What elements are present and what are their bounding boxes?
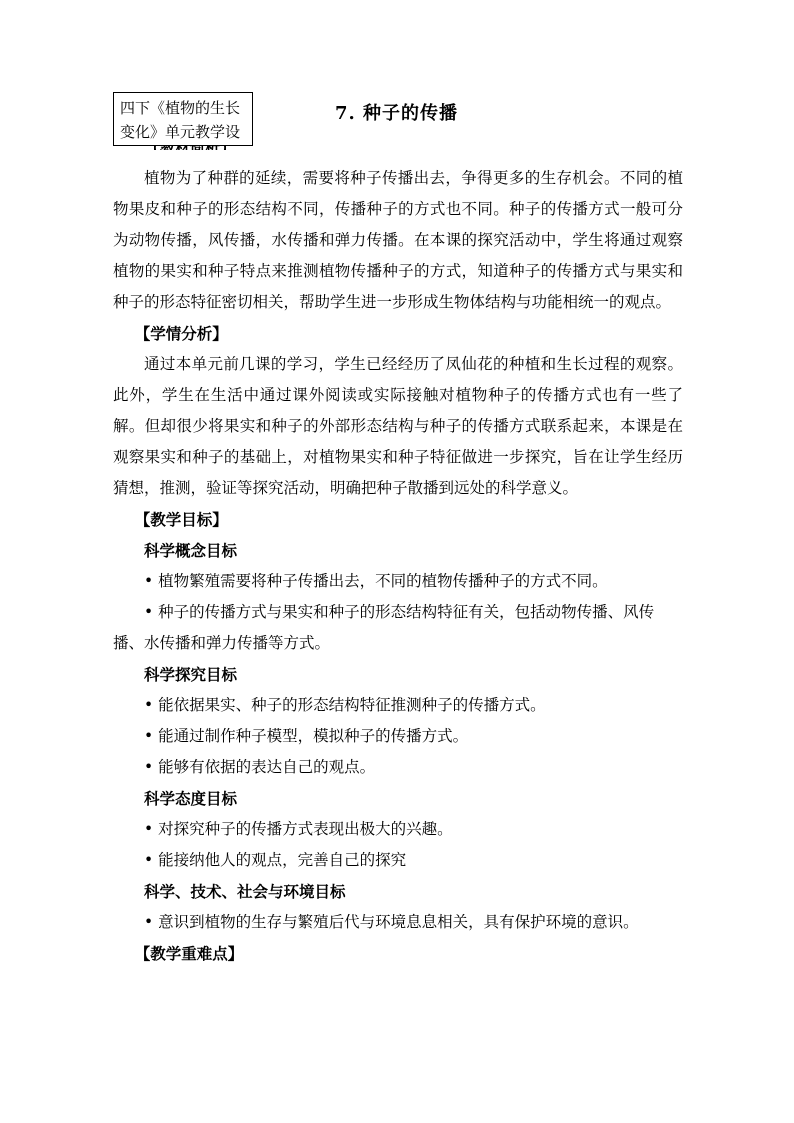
lesson-title: 7. 种子的传播: [335, 103, 459, 124]
teaching-goals-heading: 【教学目标】: [134, 510, 228, 529]
textbook-analysis-paragraph: 植物为了种群的延续，需要将种子传播出去，争得更多的生存机会。不同的植物果皮和种子的形态结构不同，传播种子的方式也不同。种子的传播方式一般可分为动物传播，风传播，水传播和弹力传播。在本课的探究活动中，学生将通过观察植物的果实和种子特点来推测植物传播种子的方式，知道种子的传播方式与果实和种子的形态特征密切相关，帮助学生进一步形成生物体结构与功能相统一的观点。: [113, 169, 683, 311]
unit-tag-line-1: 四下《植物的生长: [120, 99, 241, 117]
concept-goals-heading: 科学概念目标: [144, 541, 238, 560]
attitude-goal-item: • 对探究种子的传播方式表现出极大的兴趣。: [144, 820, 453, 838]
learner-analysis-heading: 【学情分析】: [134, 324, 228, 343]
attitude-goal-item: • 能接纳他人的观点，完善自己的探究: [144, 851, 407, 869]
inquiry-goal-item: • 能通过制作种子模型，模拟种子的传播方式。: [144, 727, 469, 745]
key-points-heading: 【教学重难点】: [134, 944, 244, 963]
sts-goal-item: • 意识到植物的生存与繁殖后代与环境息息相关，具有保护环境的意识。: [144, 913, 639, 931]
sts-goals-heading: 科学、技术、社会与环境目标: [144, 882, 346, 901]
concept-goal-item: • 种子的传播方式与果实和种子的形态结构特征有关，包括动物传播、风传播、水传播和弹力传播等方式。: [113, 603, 655, 652]
document-body: [113, 163, 683, 969]
concept-goal-item: • 植物繁殖需要将种子传播出去，不同的植物传播种子的方式不同。: [144, 572, 608, 590]
inquiry-goals-heading: 科学探究目标: [144, 665, 238, 684]
inquiry-goal-item: • 能依据果实、种子的形态结构特征推测种子的传播方式。: [144, 696, 546, 714]
unit-tag-box: [113, 92, 253, 146]
unit-tag-line-2: 变化》单元教学设: [120, 123, 241, 141]
inquiry-goal-item: • 能够有依据的表达自己的观点。: [144, 758, 376, 776]
attitude-goals-heading: 科学态度目标: [144, 789, 238, 808]
learner-analysis-paragraph: 通过本单元前几课的学习，学生已经经历了凤仙花的种植和生长过程的观察。此外，学生在生活中通过课外阅读或实际接触对植物种子的传播方式也有一些了解。但却很少将果实和种子的外部形态结构与种子的传播方式联系起来，本课是在观察果实和种子的基础上，对植物果实和种子特征做进一步探究，旨在让学生经历猜想，推测，验证等探究活动，明确把种子散播到远处的科学意义。: [113, 355, 683, 497]
